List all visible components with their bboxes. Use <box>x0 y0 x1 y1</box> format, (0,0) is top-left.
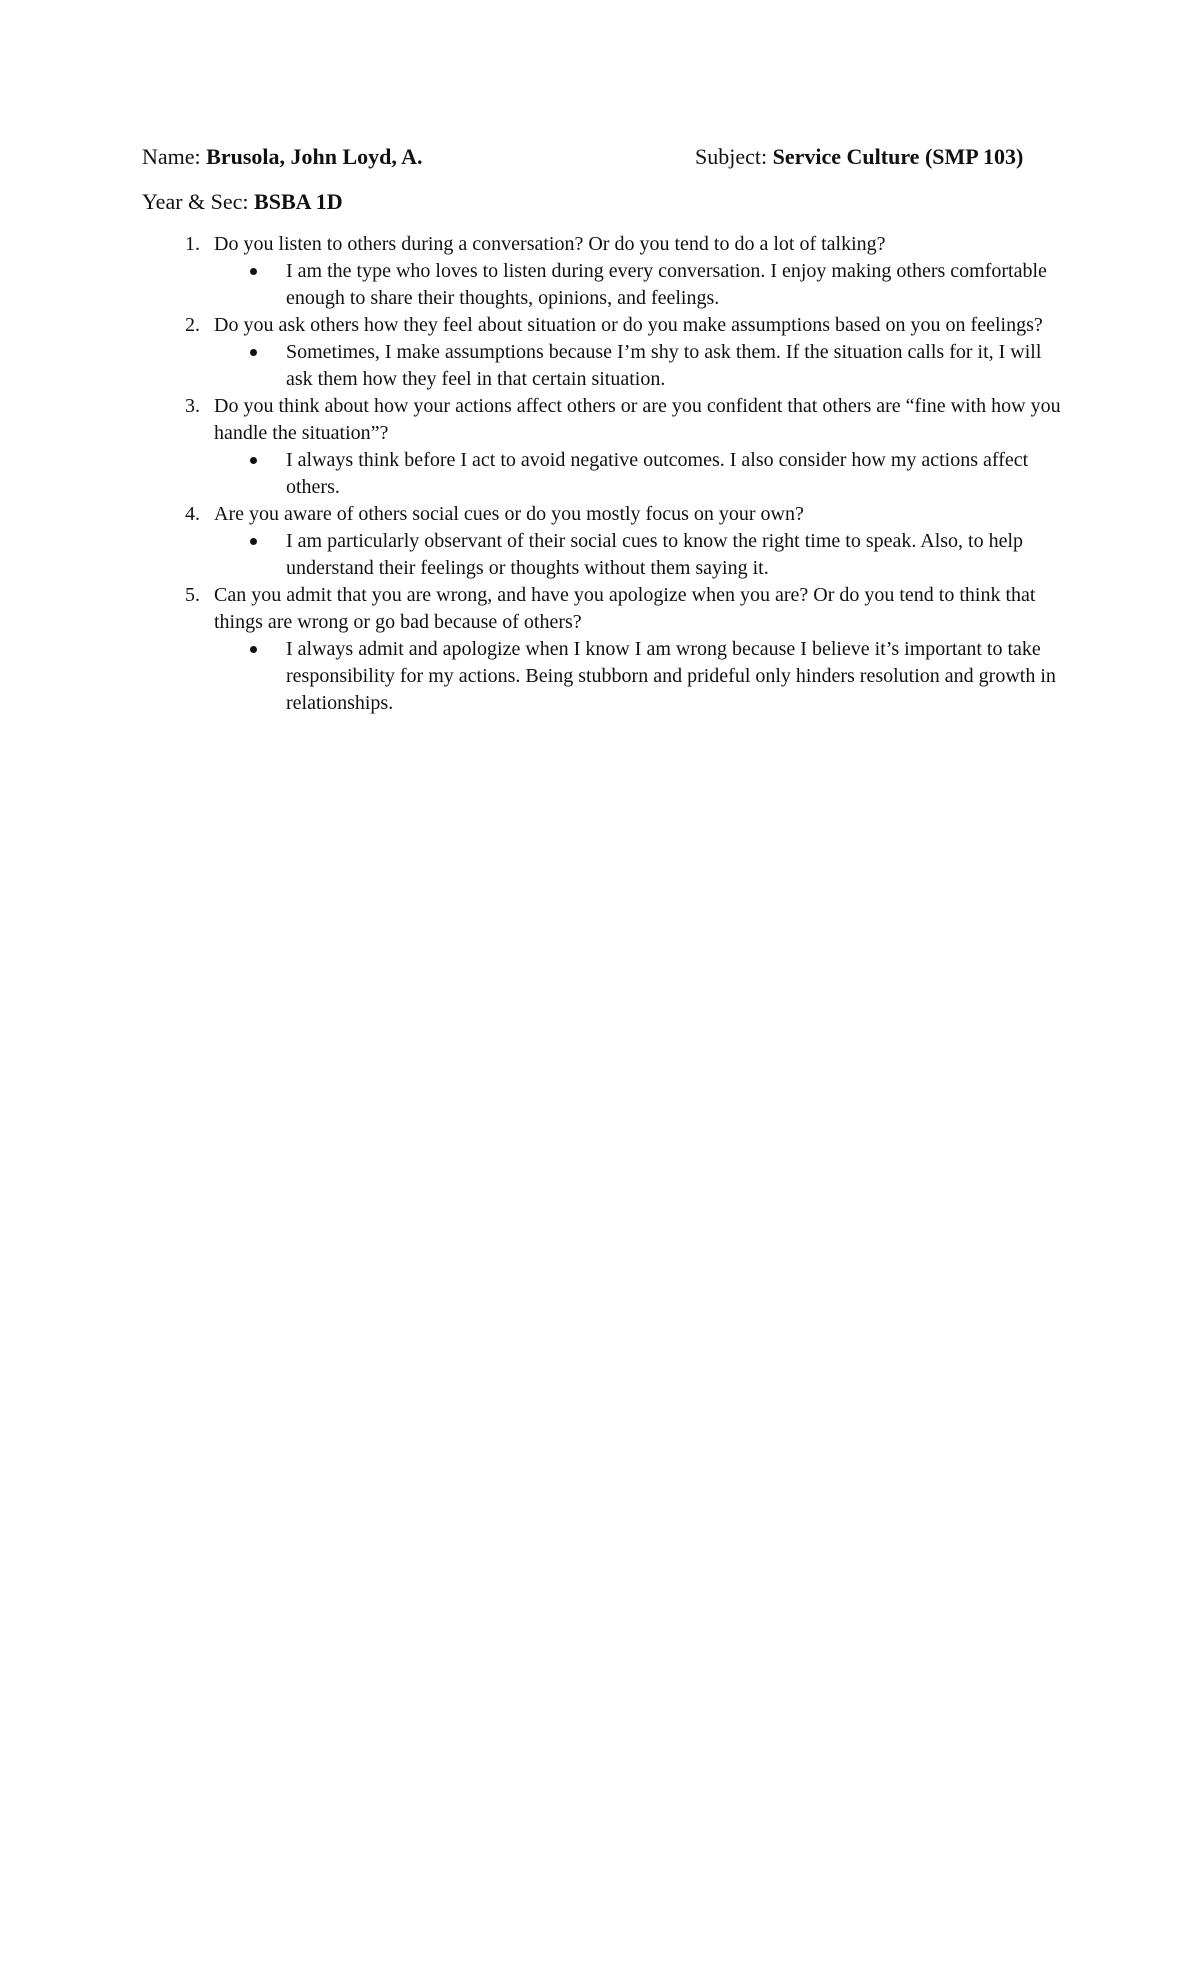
question-number: 2. <box>185 314 200 336</box>
header-row <box>142 142 1072 172</box>
question-text: Can you admit that you are wrong, and have you apologize when you are? Or do you tend to think that things are wrong or go bad because of others? <box>214 584 1036 633</box>
question-text: Are you aware of others social cues or do you mostly focus on your own? <box>214 503 804 525</box>
answer-item <box>214 528 1072 582</box>
answer-item <box>214 636 1072 717</box>
answer-text: I always admit and apologize when I know I am wrong because I believe it’s important to take responsibility for my actions. Being stubborn and prideful only hinders resolution and growth in relationships. <box>286 638 1056 714</box>
answer-text: I am the type who loves to listen during every conversation. I enjoy making others comfortable enough to share their thoughts, opinions, and feelings. <box>286 260 1047 309</box>
question-item-4 <box>142 501 1072 582</box>
question-item-5 <box>142 582 1072 717</box>
answer-item <box>214 339 1072 393</box>
bullet-icon <box>250 268 257 275</box>
subject-value: Service Culture (SMP 103) <box>772 144 1024 169</box>
year-section-field <box>142 187 343 217</box>
question-number: 3. <box>185 395 200 417</box>
year-label: Year & Sec: <box>142 189 255 214</box>
answer-item <box>214 447 1072 501</box>
question-number: 4. <box>185 503 200 525</box>
question-list <box>142 231 1072 717</box>
year-value: BSBA 1D <box>254 189 343 214</box>
answer-text: Sometimes, I make assumptions because I’m shy to ask them. If the situation calls for it, I will ask them how they feel in that certain situation. <box>286 341 1042 390</box>
question-text: Do you think about how your actions affect others or are you confident that others are “fine with how you handle the situation”? <box>214 395 1061 444</box>
bullet-icon <box>250 538 257 545</box>
question-item-3 <box>142 393 1072 501</box>
subject-field <box>695 142 1023 172</box>
bullet-icon <box>250 349 257 356</box>
answer-text: I am particularly observant of their social cues to know the right time to speak. Also, to help understand their feelings or thoughts without them saying it. <box>286 530 1024 579</box>
bullet-icon <box>250 457 257 464</box>
answer-item <box>214 258 1072 312</box>
question-number: 5. <box>185 584 200 606</box>
question-item-1 <box>142 231 1072 312</box>
bullet-icon <box>250 646 257 653</box>
question-text: Do you listen to others during a conversation? Or do you tend to do a lot of talking? <box>214 233 886 255</box>
subject-label: Subject: <box>695 144 773 169</box>
question-item-2 <box>142 312 1072 393</box>
name-field <box>142 144 423 169</box>
question-text: Do you ask others how they feel about situation or do you make assumptions based on you on feelings? <box>214 314 1043 336</box>
name-label: Name: <box>142 144 207 169</box>
answer-text: I always think before I act to avoid negative outcomes. I also consider how my actions affect others. <box>286 449 1029 498</box>
question-number: 1. <box>185 233 200 255</box>
name-value: Brusola, John Loyd, A. <box>206 144 423 169</box>
